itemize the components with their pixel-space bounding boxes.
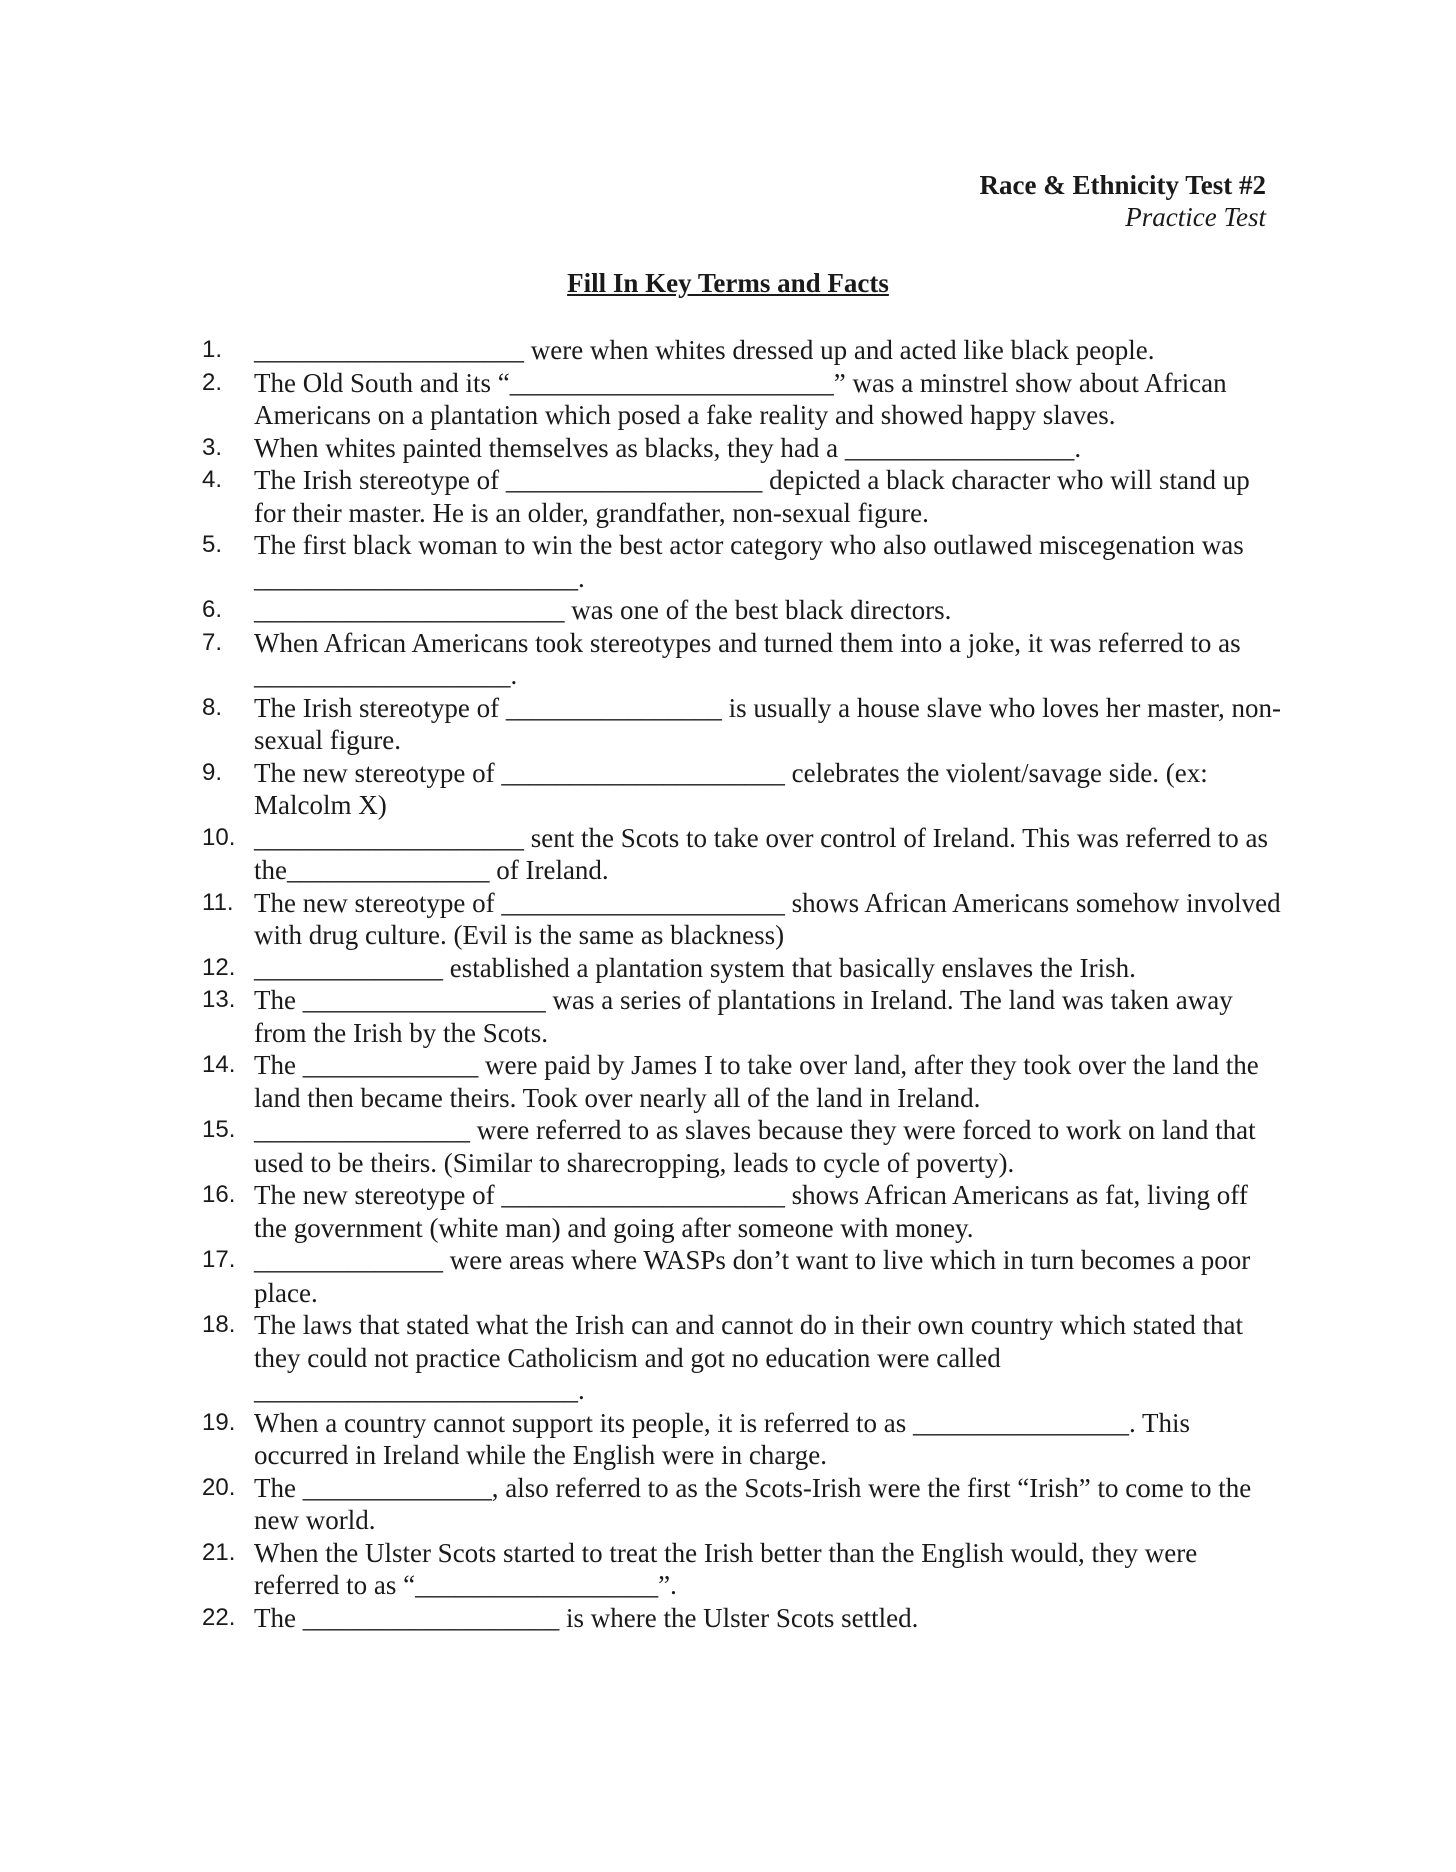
question-item — [202, 627, 1282, 692]
question-item — [202, 334, 1282, 367]
question-item — [202, 594, 1282, 627]
question-item — [202, 952, 1282, 985]
question-text: When the Ulster Scots started to treat the Irish better than the English would, they were referred to as “__________________”. — [254, 1537, 1198, 1600]
question-number: 6. — [202, 596, 223, 623]
question-item — [202, 692, 1282, 757]
question-number: 14. — [202, 1051, 236, 1078]
question-number: 18. — [202, 1311, 236, 1338]
question-text: When a country cannot support its people, it is referred to as ________________. This occurred in Ireland while the English were in charge. — [254, 1407, 1191, 1470]
question-text: ______________ established a plantation system that basically enslaves the Irish. — [254, 952, 1136, 983]
question-item — [202, 1179, 1282, 1244]
question-item — [202, 1602, 1282, 1635]
question-text: The _____________ were paid by James I to take over land, after they took over the land the land then became theirs. Took over nearly all of the land in Ireland. — [254, 1050, 1259, 1113]
document-header — [980, 168, 1267, 232]
question-item — [202, 1049, 1282, 1114]
question-text: ______________ were areas where WASPs don’t want to live which in turn becomes a poor place. — [254, 1245, 1251, 1308]
question-number: 15. — [202, 1116, 236, 1143]
question-item — [202, 432, 1282, 465]
test-title: Race & Ethnicity Test #2 — [979, 170, 1266, 200]
question-text: The Old South and its “________________________” was a minstrel show about African Americans on a plantation which posed a fake reality and showed happy slaves. — [254, 367, 1227, 430]
question-item — [202, 367, 1282, 432]
question-number: 16. — [202, 1181, 236, 1208]
question-item — [202, 1537, 1282, 1602]
question-item — [202, 887, 1282, 952]
question-number: 12. — [202, 953, 236, 981]
question-number: 1. — [202, 336, 223, 363]
question-number: 7. — [202, 628, 223, 656]
section-heading: Fill In Key Terms and Facts — [567, 268, 889, 298]
question-number: 17. — [202, 1246, 236, 1273]
question-text: The ______________, also referred to as the Scots-Irish were the first “Irish” to come to the new world. — [254, 1472, 1252, 1535]
question-number: 21. — [202, 1538, 236, 1566]
question-number: 4. — [202, 466, 223, 493]
question-text: The Irish stereotype of ________________ is usually a house slave who loves her master, non-sexual figure. — [254, 692, 1281, 755]
question-number: 5. — [202, 531, 223, 558]
question-item — [202, 1472, 1282, 1537]
question-item — [202, 1114, 1282, 1179]
question-text: When whites painted themselves as blacks, they had a _________________. — [254, 432, 1082, 463]
question-number: 3. — [202, 433, 223, 461]
question-text: The new stereotype of _____________________ shows African Americans as fat, living off the government (white man) and going after someone with money. — [254, 1180, 1248, 1243]
question-number: 11. — [202, 888, 234, 916]
question-item — [202, 464, 1282, 529]
question-number: 20. — [202, 1473, 236, 1501]
question-text: ____________________ were when whites dressed up and acted like black people. — [254, 335, 1155, 365]
question-text: The first black woman to win the best actor category who also outlawed miscegenation was ________________________. — [254, 530, 1244, 593]
question-number: 9. — [202, 758, 223, 786]
question-item — [202, 822, 1282, 887]
question-item — [202, 1244, 1282, 1309]
question-text: ________________ were referred to as slaves because they were forced to work on land that used to be theirs. (Similar to sharecropping, leads to cycle of poverty). — [254, 1115, 1256, 1178]
question-item — [202, 1407, 1282, 1472]
question-text: The new stereotype of _____________________ shows African Americans somehow involved with drug culture. (Evil is the same as blackness) — [254, 887, 1281, 950]
question-item — [202, 529, 1282, 594]
question-item — [202, 757, 1282, 822]
question-item — [202, 1309, 1282, 1407]
question-text: The __________________ was a series of plantations in Ireland. The land was taken away from the Irish by the Scots. — [254, 985, 1233, 1048]
question-number: 10. — [202, 823, 236, 851]
question-number: 22. — [202, 1603, 236, 1631]
question-item — [202, 984, 1282, 1049]
question-number: 2. — [202, 368, 223, 396]
question-text: _______________________ was one of the best black directors. — [254, 595, 952, 625]
question-list — [202, 334, 1282, 1634]
question-text: The Irish stereotype of ___________________ depicted a black character who will stand up for their master. He is an older, grandfather, non-sexual figure. — [254, 465, 1250, 528]
question-text: The ___________________ is where the Ulster Scots settled. — [254, 1602, 919, 1633]
test-subtitle: Practice Test — [1125, 202, 1266, 232]
question-text: When African Americans took stereotypes and turned them into a joke, it was referred to as ___________________. — [254, 627, 1241, 690]
question-number: 8. — [202, 693, 223, 721]
question-number: 13. — [202, 986, 236, 1013]
question-text: The new stereotype of _____________________ celebrates the violent/savage side. (ex: Malcolm X) — [254, 757, 1208, 820]
question-text: The laws that stated what the Irish can and cannot do in their own country which stated that they could not practice Catholicism and got no education were called ________________________. — [254, 1310, 1243, 1405]
question-number: 19. — [202, 1408, 236, 1436]
question-text: ____________________ sent the Scots to take over control of Ireland. This was referred to as the_______________ of Ireland. — [254, 822, 1269, 885]
